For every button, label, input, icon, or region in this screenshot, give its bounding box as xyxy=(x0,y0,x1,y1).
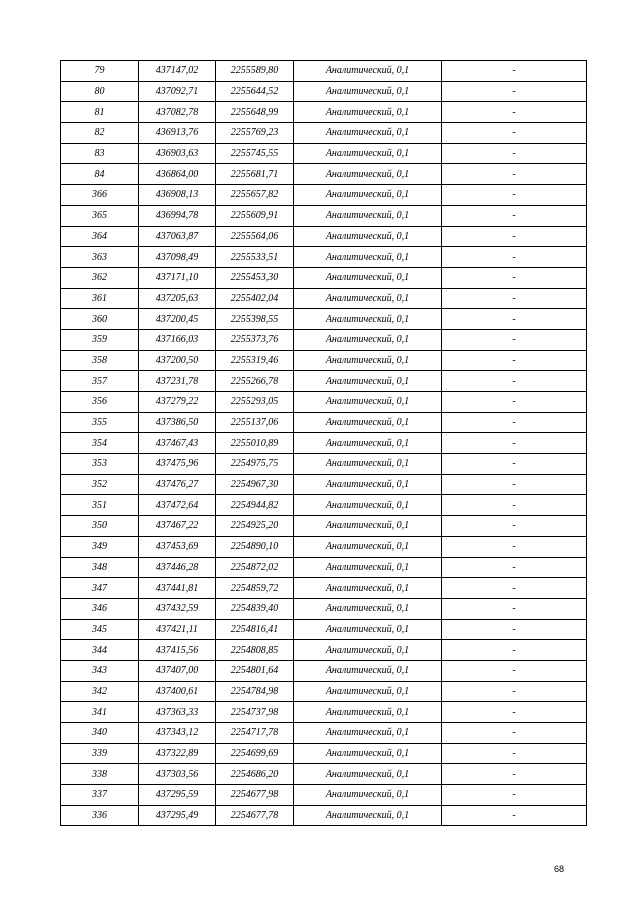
note-cell: - xyxy=(442,81,587,102)
table-row xyxy=(61,185,587,206)
method-accuracy-cell: Аналитический, 0,1 xyxy=(294,723,442,744)
table-row xyxy=(61,723,587,744)
y-coordinate-cell: 2254686,20 xyxy=(216,764,294,785)
point-number-cell: 357 xyxy=(61,371,139,392)
y-coordinate-cell: 2255589,80 xyxy=(216,61,294,82)
method-accuracy-cell: Аналитический, 0,1 xyxy=(294,392,442,413)
x-coordinate-cell: 437147,02 xyxy=(139,61,216,82)
method-accuracy-cell: Аналитический, 0,1 xyxy=(294,805,442,826)
method-accuracy-cell: Аналитический, 0,1 xyxy=(294,764,442,785)
table-row xyxy=(61,640,587,661)
note-cell: - xyxy=(442,495,587,516)
note-cell: - xyxy=(442,764,587,785)
table-row xyxy=(61,123,587,144)
note-cell: - xyxy=(442,557,587,578)
point-number-cell: 80 xyxy=(61,81,139,102)
method-accuracy-cell: Аналитический, 0,1 xyxy=(294,350,442,371)
x-coordinate-cell: 437295,49 xyxy=(139,805,216,826)
method-accuracy-cell: Аналитический, 0,1 xyxy=(294,288,442,309)
note-cell: - xyxy=(442,598,587,619)
method-accuracy-cell: Аналитический, 0,1 xyxy=(294,619,442,640)
method-accuracy-cell: Аналитический, 0,1 xyxy=(294,226,442,247)
method-accuracy-cell: Аналитический, 0,1 xyxy=(294,702,442,723)
table-row xyxy=(61,102,587,123)
x-coordinate-cell: 437098,49 xyxy=(139,247,216,268)
note-cell: - xyxy=(442,350,587,371)
y-coordinate-cell: 2255745,55 xyxy=(216,143,294,164)
x-coordinate-cell: 437343,12 xyxy=(139,723,216,744)
point-number-cell: 356 xyxy=(61,392,139,413)
x-coordinate-cell: 437453,69 xyxy=(139,536,216,557)
note-cell: - xyxy=(442,516,587,537)
table-row xyxy=(61,412,587,433)
note-cell: - xyxy=(442,578,587,599)
x-coordinate-cell: 437171,10 xyxy=(139,267,216,288)
table-row xyxy=(61,454,587,475)
point-number-cell: 342 xyxy=(61,681,139,702)
point-number-cell: 365 xyxy=(61,205,139,226)
table-row xyxy=(61,516,587,537)
y-coordinate-cell: 2254839,40 xyxy=(216,598,294,619)
x-coordinate-cell: 437322,89 xyxy=(139,743,216,764)
coordinates-table xyxy=(60,60,587,826)
x-coordinate-cell: 437407,00 xyxy=(139,660,216,681)
note-cell: - xyxy=(442,433,587,454)
y-coordinate-cell: 2254784,98 xyxy=(216,681,294,702)
x-coordinate-cell: 437363,33 xyxy=(139,702,216,723)
note-cell: - xyxy=(442,143,587,164)
x-coordinate-cell: 437200,45 xyxy=(139,309,216,330)
note-cell: - xyxy=(442,805,587,826)
table-row xyxy=(61,578,587,599)
table-row xyxy=(61,660,587,681)
point-number-cell: 362 xyxy=(61,267,139,288)
method-accuracy-cell: Аналитический, 0,1 xyxy=(294,433,442,454)
method-accuracy-cell: Аналитический, 0,1 xyxy=(294,267,442,288)
x-coordinate-cell: 437400,61 xyxy=(139,681,216,702)
table-row xyxy=(61,536,587,557)
point-number-cell: 336 xyxy=(61,805,139,826)
x-coordinate-cell: 437432,59 xyxy=(139,598,216,619)
method-accuracy-cell: Аналитический, 0,1 xyxy=(294,495,442,516)
note-cell: - xyxy=(442,61,587,82)
table-row xyxy=(61,785,587,806)
method-accuracy-cell: Аналитический, 0,1 xyxy=(294,81,442,102)
point-number-cell: 346 xyxy=(61,598,139,619)
note-cell: - xyxy=(442,619,587,640)
x-coordinate-cell: 437475,96 xyxy=(139,454,216,475)
y-coordinate-cell: 2255137,06 xyxy=(216,412,294,433)
x-coordinate-cell: 437415,56 xyxy=(139,640,216,661)
method-accuracy-cell: Аналитический, 0,1 xyxy=(294,123,442,144)
x-coordinate-cell: 436908,13 xyxy=(139,185,216,206)
y-coordinate-cell: 2255293,05 xyxy=(216,392,294,413)
x-coordinate-cell: 437467,22 xyxy=(139,516,216,537)
method-accuracy-cell: Аналитический, 0,1 xyxy=(294,61,442,82)
note-cell: - xyxy=(442,702,587,723)
y-coordinate-cell: 2254975,75 xyxy=(216,454,294,475)
point-number-cell: 79 xyxy=(61,61,139,82)
note-cell: - xyxy=(442,660,587,681)
x-coordinate-cell: 437386,50 xyxy=(139,412,216,433)
note-cell: - xyxy=(442,164,587,185)
method-accuracy-cell: Аналитический, 0,1 xyxy=(294,371,442,392)
y-coordinate-cell: 2254677,98 xyxy=(216,785,294,806)
note-cell: - xyxy=(442,785,587,806)
y-coordinate-cell: 2254859,72 xyxy=(216,578,294,599)
point-number-cell: 364 xyxy=(61,226,139,247)
y-coordinate-cell: 2255398,55 xyxy=(216,309,294,330)
note-cell: - xyxy=(442,102,587,123)
table-row xyxy=(61,164,587,185)
x-coordinate-cell: 437421,11 xyxy=(139,619,216,640)
method-accuracy-cell: Аналитический, 0,1 xyxy=(294,143,442,164)
point-number-cell: 340 xyxy=(61,723,139,744)
y-coordinate-cell: 2254717,78 xyxy=(216,723,294,744)
y-coordinate-cell: 2255453,30 xyxy=(216,267,294,288)
y-coordinate-cell: 2254925,20 xyxy=(216,516,294,537)
point-number-cell: 83 xyxy=(61,143,139,164)
point-number-cell: 349 xyxy=(61,536,139,557)
method-accuracy-cell: Аналитический, 0,1 xyxy=(294,102,442,123)
method-accuracy-cell: Аналитический, 0,1 xyxy=(294,536,442,557)
x-coordinate-cell: 437063,87 xyxy=(139,226,216,247)
method-accuracy-cell: Аналитический, 0,1 xyxy=(294,164,442,185)
coordinates-table-body xyxy=(61,61,587,826)
table-row xyxy=(61,205,587,226)
y-coordinate-cell: 2255319,46 xyxy=(216,350,294,371)
table-row xyxy=(61,433,587,454)
y-coordinate-cell: 2254801,64 xyxy=(216,660,294,681)
point-number-cell: 359 xyxy=(61,329,139,350)
table-row xyxy=(61,288,587,309)
y-coordinate-cell: 2255609,91 xyxy=(216,205,294,226)
point-number-cell: 82 xyxy=(61,123,139,144)
y-coordinate-cell: 2255373,76 xyxy=(216,329,294,350)
point-number-cell: 351 xyxy=(61,495,139,516)
x-coordinate-cell: 437441,81 xyxy=(139,578,216,599)
point-number-cell: 341 xyxy=(61,702,139,723)
method-accuracy-cell: Аналитический, 0,1 xyxy=(294,557,442,578)
table-row xyxy=(61,702,587,723)
point-number-cell: 352 xyxy=(61,474,139,495)
table-row xyxy=(61,598,587,619)
point-number-cell: 350 xyxy=(61,516,139,537)
point-number-cell: 354 xyxy=(61,433,139,454)
point-number-cell: 344 xyxy=(61,640,139,661)
point-number-cell: 84 xyxy=(61,164,139,185)
x-coordinate-cell: 437476,27 xyxy=(139,474,216,495)
x-coordinate-cell: 437231,78 xyxy=(139,371,216,392)
note-cell: - xyxy=(442,267,587,288)
y-coordinate-cell: 2255657,82 xyxy=(216,185,294,206)
note-cell: - xyxy=(442,329,587,350)
table-row xyxy=(61,474,587,495)
note-cell: - xyxy=(442,743,587,764)
y-coordinate-cell: 2255769,23 xyxy=(216,123,294,144)
note-cell: - xyxy=(442,412,587,433)
method-accuracy-cell: Аналитический, 0,1 xyxy=(294,454,442,475)
x-coordinate-cell: 437205,63 xyxy=(139,288,216,309)
y-coordinate-cell: 2255644,52 xyxy=(216,81,294,102)
note-cell: - xyxy=(442,681,587,702)
method-accuracy-cell: Аналитический, 0,1 xyxy=(294,640,442,661)
method-accuracy-cell: Аналитический, 0,1 xyxy=(294,578,442,599)
x-coordinate-cell: 437166,03 xyxy=(139,329,216,350)
method-accuracy-cell: Аналитический, 0,1 xyxy=(294,474,442,495)
table-row xyxy=(61,329,587,350)
x-coordinate-cell: 436864,00 xyxy=(139,164,216,185)
x-coordinate-cell: 437303,56 xyxy=(139,764,216,785)
y-coordinate-cell: 2254890,10 xyxy=(216,536,294,557)
note-cell: - xyxy=(442,474,587,495)
point-number-cell: 347 xyxy=(61,578,139,599)
note-cell: - xyxy=(442,536,587,557)
method-accuracy-cell: Аналитический, 0,1 xyxy=(294,598,442,619)
point-number-cell: 343 xyxy=(61,660,139,681)
y-coordinate-cell: 2255010,89 xyxy=(216,433,294,454)
y-coordinate-cell: 2254872,02 xyxy=(216,557,294,578)
point-number-cell: 337 xyxy=(61,785,139,806)
y-coordinate-cell: 2254737,98 xyxy=(216,702,294,723)
note-cell: - xyxy=(442,288,587,309)
y-coordinate-cell: 2255564,06 xyxy=(216,226,294,247)
y-coordinate-cell: 2255266,78 xyxy=(216,371,294,392)
note-cell: - xyxy=(442,640,587,661)
note-cell: - xyxy=(442,226,587,247)
x-coordinate-cell: 436903,63 xyxy=(139,143,216,164)
x-coordinate-cell: 437446,28 xyxy=(139,557,216,578)
y-coordinate-cell: 2255648,99 xyxy=(216,102,294,123)
point-number-cell: 366 xyxy=(61,185,139,206)
x-coordinate-cell: 436913,76 xyxy=(139,123,216,144)
x-coordinate-cell: 437082,78 xyxy=(139,102,216,123)
method-accuracy-cell: Аналитический, 0,1 xyxy=(294,309,442,330)
table-row xyxy=(61,371,587,392)
note-cell: - xyxy=(442,309,587,330)
table-row xyxy=(61,350,587,371)
page-number: 68 xyxy=(553,864,564,874)
table-row xyxy=(61,143,587,164)
y-coordinate-cell: 2254808,85 xyxy=(216,640,294,661)
method-accuracy-cell: Аналитический, 0,1 xyxy=(294,785,442,806)
table-row xyxy=(61,309,587,330)
table-row xyxy=(61,61,587,82)
method-accuracy-cell: Аналитический, 0,1 xyxy=(294,660,442,681)
x-coordinate-cell: 437472,64 xyxy=(139,495,216,516)
point-number-cell: 339 xyxy=(61,743,139,764)
table-row xyxy=(61,805,587,826)
x-coordinate-cell: 436994,78 xyxy=(139,205,216,226)
table-row xyxy=(61,495,587,516)
table-row xyxy=(61,743,587,764)
y-coordinate-cell: 2255402,04 xyxy=(216,288,294,309)
y-coordinate-cell: 2254699,69 xyxy=(216,743,294,764)
x-coordinate-cell: 437200,50 xyxy=(139,350,216,371)
note-cell: - xyxy=(442,185,587,206)
table-row xyxy=(61,392,587,413)
y-coordinate-cell: 2255533,51 xyxy=(216,247,294,268)
table-row xyxy=(61,764,587,785)
table-row xyxy=(61,81,587,102)
table-row xyxy=(61,619,587,640)
y-coordinate-cell: 2254816,41 xyxy=(216,619,294,640)
point-number-cell: 361 xyxy=(61,288,139,309)
method-accuracy-cell: Аналитический, 0,1 xyxy=(294,205,442,226)
table-row xyxy=(61,681,587,702)
x-coordinate-cell: 437295,59 xyxy=(139,785,216,806)
note-cell: - xyxy=(442,123,587,144)
note-cell: - xyxy=(442,392,587,413)
method-accuracy-cell: Аналитический, 0,1 xyxy=(294,516,442,537)
note-cell: - xyxy=(442,454,587,475)
note-cell: - xyxy=(442,371,587,392)
point-number-cell: 355 xyxy=(61,412,139,433)
point-number-cell: 81 xyxy=(61,102,139,123)
x-coordinate-cell: 437092,71 xyxy=(139,81,216,102)
method-accuracy-cell: Аналитический, 0,1 xyxy=(294,247,442,268)
table-row xyxy=(61,267,587,288)
method-accuracy-cell: Аналитический, 0,1 xyxy=(294,743,442,764)
table-row xyxy=(61,557,587,578)
table-row xyxy=(61,226,587,247)
method-accuracy-cell: Аналитический, 0,1 xyxy=(294,329,442,350)
x-coordinate-cell: 437279,22 xyxy=(139,392,216,413)
point-number-cell: 360 xyxy=(61,309,139,330)
note-cell: - xyxy=(442,205,587,226)
note-cell: - xyxy=(442,723,587,744)
y-coordinate-cell: 2254944,82 xyxy=(216,495,294,516)
method-accuracy-cell: Аналитический, 0,1 xyxy=(294,681,442,702)
x-coordinate-cell: 437467,43 xyxy=(139,433,216,454)
y-coordinate-cell: 2254967,30 xyxy=(216,474,294,495)
point-number-cell: 348 xyxy=(61,557,139,578)
point-number-cell: 358 xyxy=(61,350,139,371)
point-number-cell: 338 xyxy=(61,764,139,785)
point-number-cell: 353 xyxy=(61,454,139,475)
method-accuracy-cell: Аналитический, 0,1 xyxy=(294,412,442,433)
y-coordinate-cell: 2255681,71 xyxy=(216,164,294,185)
note-cell: - xyxy=(442,247,587,268)
y-coordinate-cell: 2254677,78 xyxy=(216,805,294,826)
point-number-cell: 363 xyxy=(61,247,139,268)
table-row xyxy=(61,247,587,268)
method-accuracy-cell: Аналитический, 0,1 xyxy=(294,185,442,206)
point-number-cell: 345 xyxy=(61,619,139,640)
